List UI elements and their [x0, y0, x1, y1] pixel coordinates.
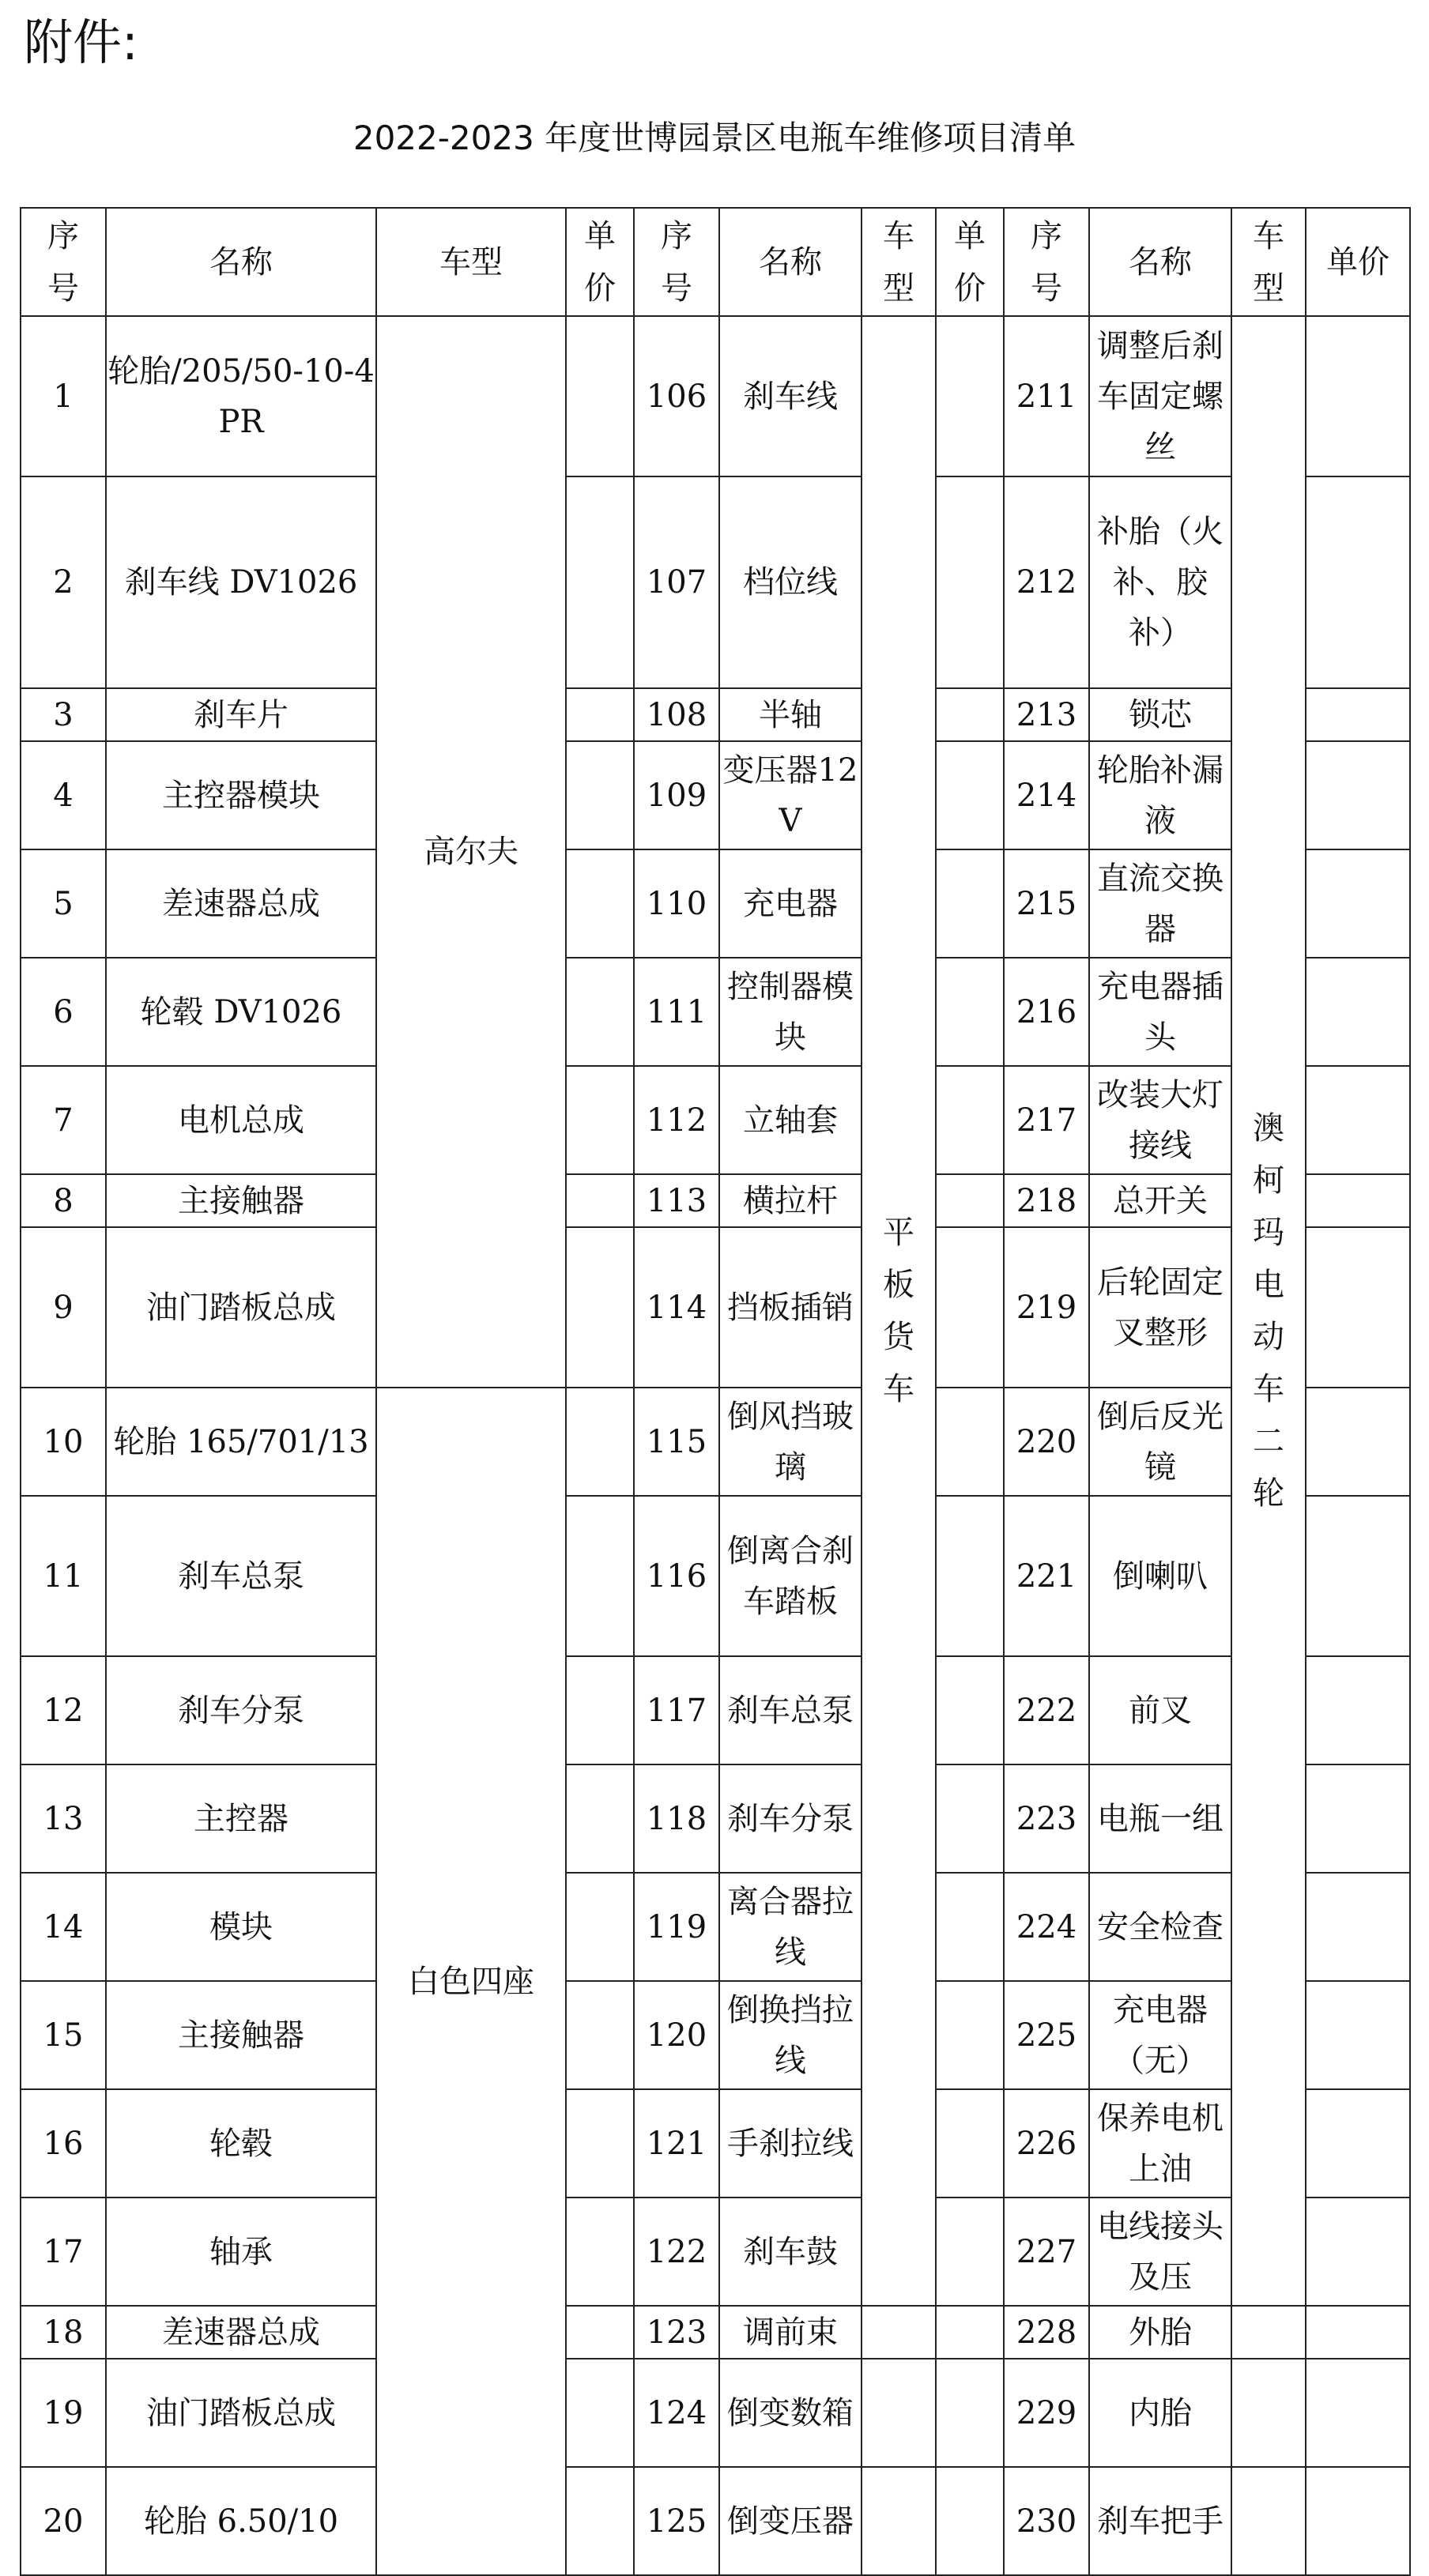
- item-seq: 118: [634, 1764, 719, 1873]
- table-row: [21, 2467, 1410, 2575]
- item-seq: 226: [1004, 2089, 1089, 2198]
- header-seq: 序 号: [1004, 208, 1089, 316]
- table-row: [21, 1496, 1410, 1656]
- vehicle-model-cell: 白色四座: [376, 1388, 566, 2575]
- unit-price-cell: [936, 2089, 1004, 2198]
- item-seq: 214: [1004, 741, 1089, 849]
- item-name: 主接触器: [106, 1981, 376, 2089]
- item-seq: 6: [21, 958, 106, 1066]
- unit-price-cell: [566, 688, 634, 741]
- item-name: 倒风挡玻璃: [719, 1388, 862, 1496]
- unit-price-cell: [566, 1227, 634, 1388]
- item-seq: 115: [634, 1388, 719, 1496]
- unit-price-cell: [1306, 849, 1410, 958]
- table-header-row: [21, 208, 1410, 316]
- item-name: 倒后反光镜: [1089, 1388, 1231, 1496]
- unit-price-cell: [936, 316, 1004, 476]
- table-row: [21, 1873, 1410, 1981]
- item-seq: 117: [634, 1656, 719, 1764]
- unit-price-cell: [936, 2306, 1004, 2359]
- unit-price-cell: [936, 1388, 1004, 1496]
- unit-price-cell: [566, 1066, 634, 1174]
- item-name: 轮胎/205/50-10-4PR: [106, 316, 376, 476]
- item-name: 油门踏板总成: [106, 2359, 376, 2467]
- item-seq: 19: [21, 2359, 106, 2467]
- unit-price-cell: [936, 1066, 1004, 1174]
- item-name: 油门踏板总成: [106, 1227, 376, 1388]
- unit-price-cell: [566, 1174, 634, 1227]
- item-seq: 120: [634, 1981, 719, 2089]
- item-name: 刹车鼓: [719, 2198, 862, 2306]
- vehicle-model-cell: 澳 柯 玛 电 动 车 二 轮: [1231, 316, 1306, 2306]
- item-seq: 1: [21, 316, 106, 476]
- item-seq: 212: [1004, 476, 1089, 688]
- unit-price-cell: [1306, 1656, 1410, 1764]
- item-name: 前叉: [1089, 1656, 1231, 1764]
- item-name: 横拉杆: [719, 1174, 862, 1227]
- item-name: 立轴套: [719, 1066, 862, 1174]
- unit-price-cell: [566, 2359, 634, 2467]
- item-name: 电瓶一组: [1089, 1764, 1231, 1873]
- item-name: 调整后刹车固定螺丝: [1089, 316, 1231, 476]
- item-name: 电线接头及压: [1089, 2198, 1231, 2306]
- item-name: 刹车总泵: [106, 1496, 376, 1656]
- unit-price-cell: [936, 1496, 1004, 1656]
- item-seq: 122: [634, 2198, 719, 2306]
- vehicle-model-cell: [862, 2467, 936, 2575]
- item-name: 充电器: [719, 849, 862, 958]
- unit-price-cell: [1306, 1496, 1410, 1656]
- unit-price-cell: [566, 476, 634, 688]
- unit-price-cell: [1306, 1981, 1410, 2089]
- unit-price-cell: [936, 741, 1004, 849]
- unit-price-cell: [566, 2089, 634, 2198]
- attachment-label: 附件:: [24, 13, 138, 71]
- table-row: [21, 1066, 1410, 1174]
- item-seq: 17: [21, 2198, 106, 2306]
- header-name: 名称: [106, 208, 376, 316]
- item-seq: 8: [21, 1174, 106, 1227]
- table-row: [21, 316, 1410, 476]
- item-name: 保养电机上油: [1089, 2089, 1231, 2198]
- item-seq: 111: [634, 958, 719, 1066]
- table-row: [21, 1227, 1410, 1388]
- unit-price-cell: [1306, 2198, 1410, 2306]
- unit-price-cell: [566, 1873, 634, 1981]
- item-seq: 12: [21, 1656, 106, 1764]
- item-seq: 228: [1004, 2306, 1089, 2359]
- item-seq: 216: [1004, 958, 1089, 1066]
- item-seq: 215: [1004, 849, 1089, 958]
- item-seq: 106: [634, 316, 719, 476]
- item-seq: 16: [21, 2089, 106, 2198]
- unit-price-cell: [936, 1227, 1004, 1388]
- unit-price-cell: [1306, 958, 1410, 1066]
- header-seq: 序 号: [634, 208, 719, 316]
- unit-price-cell: [936, 958, 1004, 1066]
- table-row: [21, 2359, 1410, 2467]
- item-name: 外胎: [1089, 2306, 1231, 2359]
- item-seq: 13: [21, 1764, 106, 1873]
- item-seq: 116: [634, 1496, 719, 1656]
- item-name: 半轴: [719, 688, 862, 741]
- table-row: [21, 1388, 1410, 1496]
- unit-price-cell: [566, 2306, 634, 2359]
- header-model: 车型: [376, 208, 566, 316]
- header-model: 车 型: [1231, 208, 1306, 316]
- item-seq: 107: [634, 476, 719, 688]
- unit-price-cell: [1306, 741, 1410, 849]
- table-row: [21, 1981, 1410, 2089]
- item-name: 后轮固定叉整形: [1089, 1227, 1231, 1388]
- item-name: 主控器: [106, 1764, 376, 1873]
- item-seq: 108: [634, 688, 719, 741]
- unit-price-cell: [566, 2467, 634, 2575]
- item-name: 倒变压器: [719, 2467, 862, 2575]
- item-name: 安全检查: [1089, 1873, 1231, 1981]
- item-name: 主控器模块: [106, 741, 376, 849]
- unit-price-cell: [1306, 1066, 1410, 1174]
- item-seq: 211: [1004, 316, 1089, 476]
- item-name: 差速器总成: [106, 849, 376, 958]
- vehicle-model-cell: [862, 2306, 936, 2359]
- unit-price-cell: [1306, 1388, 1410, 1496]
- item-seq: 3: [21, 688, 106, 741]
- item-seq: 9: [21, 1227, 106, 1388]
- header-name: 名称: [1089, 208, 1231, 316]
- item-seq: 223: [1004, 1764, 1089, 1873]
- table-row: [21, 849, 1410, 958]
- item-name: 刹车片: [106, 688, 376, 741]
- item-seq: 222: [1004, 1656, 1089, 1764]
- item-seq: 4: [21, 741, 106, 849]
- vehicle-model-cell: [1231, 2359, 1306, 2467]
- item-seq: 110: [634, 849, 719, 958]
- repair-items-table: [20, 207, 1411, 2576]
- unit-price-cell: [936, 1981, 1004, 2089]
- unit-price-cell: [936, 476, 1004, 688]
- table-row: [21, 1764, 1410, 1873]
- item-name: 刹车总泵: [719, 1656, 862, 1764]
- header-name: 名称: [719, 208, 862, 316]
- item-name: 轮胎补漏液: [1089, 741, 1231, 849]
- item-name: 手刹拉线: [719, 2089, 862, 2198]
- unit-price-cell: [936, 1764, 1004, 1873]
- item-name: 主接触器: [106, 1174, 376, 1227]
- item-name: 倒变数箱: [719, 2359, 862, 2467]
- item-seq: 217: [1004, 1066, 1089, 1174]
- table-row: [21, 1174, 1410, 1227]
- item-name: 刹车分泵: [719, 1764, 862, 1873]
- table-row: [21, 2198, 1410, 2306]
- item-seq: 11: [21, 1496, 106, 1656]
- item-seq: 125: [634, 2467, 719, 2575]
- item-seq: 10: [21, 1388, 106, 1496]
- header-model: 车 型: [862, 208, 936, 316]
- item-seq: 224: [1004, 1873, 1089, 1981]
- vehicle-model-cell: 平 板 货 车: [862, 316, 936, 2306]
- unit-price-cell: [1306, 2359, 1410, 2467]
- item-seq: 230: [1004, 2467, 1089, 2575]
- vehicle-model-cell: [1231, 2467, 1306, 2575]
- item-seq: 15: [21, 1981, 106, 2089]
- item-name: 充电器插头: [1089, 958, 1231, 1066]
- unit-price-cell: [1306, 1174, 1410, 1227]
- item-seq: 20: [21, 2467, 106, 2575]
- header-price: 单价: [1306, 208, 1410, 316]
- item-seq: 113: [634, 1174, 719, 1227]
- table-row: [21, 741, 1410, 849]
- item-name: 刹车把手: [1089, 2467, 1231, 2575]
- item-name: 轮毂: [106, 2089, 376, 2198]
- item-name: 改装大灯接线: [1089, 1066, 1231, 1174]
- item-name: 电机总成: [106, 1066, 376, 1174]
- table-row: [21, 2089, 1410, 2198]
- unit-price-cell: [936, 849, 1004, 958]
- item-seq: 213: [1004, 688, 1089, 741]
- vehicle-model-cell: [862, 2359, 936, 2467]
- item-seq: 18: [21, 2306, 106, 2359]
- item-seq: 2: [21, 476, 106, 688]
- unit-price-cell: [1306, 1764, 1410, 1873]
- item-name: 离合器拉线: [719, 1873, 862, 1981]
- unit-price-cell: [936, 1873, 1004, 1981]
- unit-price-cell: [936, 2359, 1004, 2467]
- item-seq: 114: [634, 1227, 719, 1388]
- vehicle-model-cell: [1231, 2306, 1306, 2359]
- item-name: 轮胎 165/701/13: [106, 1388, 376, 1496]
- table-row: [21, 1656, 1410, 1764]
- item-seq: 112: [634, 1066, 719, 1174]
- unit-price-cell: [566, 316, 634, 476]
- table-row: [21, 688, 1410, 741]
- item-seq: 219: [1004, 1227, 1089, 1388]
- unit-price-cell: [566, 1764, 634, 1873]
- item-name: 档位线: [719, 476, 862, 688]
- item-name: 内胎: [1089, 2359, 1231, 2467]
- unit-price-cell: [566, 1496, 634, 1656]
- header-seq: 序 号: [21, 208, 106, 316]
- item-seq: 123: [634, 2306, 719, 2359]
- item-name: 调前束: [719, 2306, 862, 2359]
- item-name: 模块: [106, 1873, 376, 1981]
- item-name: 倒换挡拉线: [719, 1981, 862, 2089]
- header-price: 单 价: [936, 208, 1004, 316]
- item-name: 轮毂 DV1026: [106, 958, 376, 1066]
- unit-price-cell: [936, 1174, 1004, 1227]
- unit-price-cell: [1306, 316, 1410, 476]
- item-seq: 109: [634, 741, 719, 849]
- item-seq: 221: [1004, 1496, 1089, 1656]
- document-title: 2022-2023 年度世博园景区电瓶车维修项目清单: [353, 119, 1076, 157]
- unit-price-cell: [1306, 1873, 1410, 1981]
- unit-price-cell: [1306, 476, 1410, 688]
- vehicle-model-cell: 高尔夫: [376, 316, 566, 1388]
- item-seq: 5: [21, 849, 106, 958]
- item-seq: 7: [21, 1066, 106, 1174]
- unit-price-cell: [936, 2198, 1004, 2306]
- unit-price-cell: [1306, 2306, 1410, 2359]
- item-name: 刹车线: [719, 316, 862, 476]
- item-name: 总开关: [1089, 1174, 1231, 1227]
- unit-price-cell: [566, 849, 634, 958]
- item-name: 挡板插销: [719, 1227, 862, 1388]
- unit-price-cell: [1306, 2089, 1410, 2198]
- item-seq: 14: [21, 1873, 106, 1981]
- item-name: 锁芯: [1089, 688, 1231, 741]
- item-name: 变压器12V: [719, 741, 862, 849]
- unit-price-cell: [566, 2198, 634, 2306]
- item-name: 差速器总成: [106, 2306, 376, 2359]
- item-name: 轮胎 6.50/10: [106, 2467, 376, 2575]
- item-name: 刹车分泵: [106, 1656, 376, 1764]
- item-seq: 229: [1004, 2359, 1089, 2467]
- unit-price-cell: [566, 1656, 634, 1764]
- item-name: 轴承: [106, 2198, 376, 2306]
- item-seq: 225: [1004, 1981, 1089, 2089]
- unit-price-cell: [936, 2467, 1004, 2575]
- unit-price-cell: [566, 741, 634, 849]
- item-seq: 121: [634, 2089, 719, 2198]
- unit-price-cell: [566, 958, 634, 1066]
- table-row: [21, 2306, 1410, 2359]
- item-seq: 119: [634, 1873, 719, 1981]
- item-name: 刹车线 DV1026: [106, 476, 376, 688]
- unit-price-cell: [1306, 688, 1410, 741]
- item-name: 倒离合刹车踏板: [719, 1496, 862, 1656]
- item-seq: 227: [1004, 2198, 1089, 2306]
- item-seq: 220: [1004, 1388, 1089, 1496]
- item-name: 控制器模块: [719, 958, 862, 1066]
- item-name: 倒喇叭: [1089, 1496, 1231, 1656]
- unit-price-cell: [566, 1388, 634, 1496]
- item-seq: 218: [1004, 1174, 1089, 1227]
- unit-price-cell: [1306, 2467, 1410, 2575]
- item-name: 补胎（火补、胶补）: [1089, 476, 1231, 688]
- item-name: 直流交换器: [1089, 849, 1231, 958]
- unit-price-cell: [936, 688, 1004, 741]
- unit-price-cell: [936, 1656, 1004, 1764]
- header-price: 单 价: [566, 208, 634, 316]
- unit-price-cell: [566, 1981, 634, 2089]
- table-row: [21, 958, 1410, 1066]
- item-name: 充电器（无）: [1089, 1981, 1231, 2089]
- item-seq: 124: [634, 2359, 719, 2467]
- table-row: [21, 476, 1410, 688]
- unit-price-cell: [1306, 1227, 1410, 1388]
